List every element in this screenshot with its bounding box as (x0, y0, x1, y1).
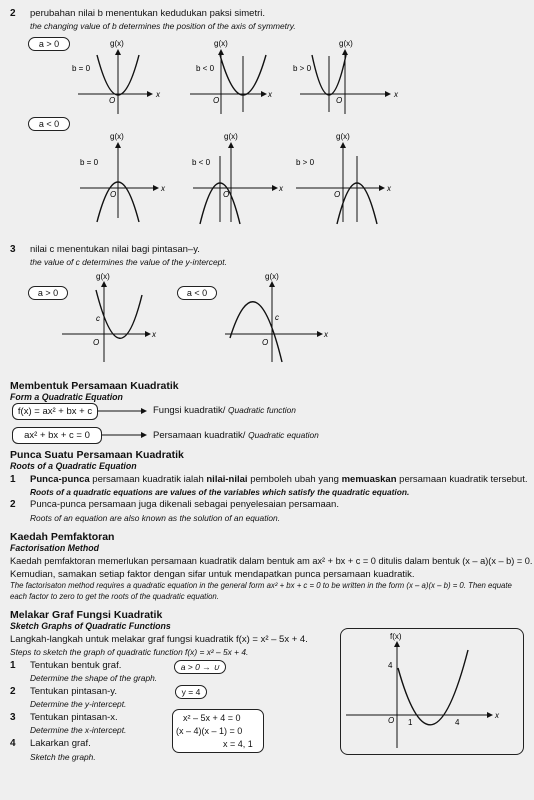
roots-p1: Punca-punca persamaan kuadratik ialah nilai-nilai pemboleh ubah yang memuaskan persamaan kuadratik tersebut. (30, 474, 528, 485)
step3-en: Determine the x-intercept. (30, 725, 127, 735)
section-2-number: 2 (10, 8, 16, 19)
sketch-title: Melakar Graf Fungsi Kuadratik (10, 609, 163, 621)
step2-answer: y = 4 (175, 685, 207, 699)
a-negative-pill: a < 0 (28, 117, 70, 131)
g1-x: x (156, 90, 160, 99)
g3-gx: g(x) (339, 39, 353, 48)
g8-o: O (262, 338, 269, 347)
g6-x: x (387, 184, 391, 193)
factor-en1: The factorisaton method requires a quadratic equation in the general form ax² + bx + c = 0 to be written in the form (x – a)(x – b) = 0. Then equate (10, 581, 512, 590)
factor-en2: each factor to zero to get the roots of the quadratic equation. (10, 592, 219, 601)
graph-a-neg-b-zero (80, 143, 158, 222)
step3-ans-c: x = 4, 1 (223, 739, 253, 749)
sk-x4: 4 (455, 718, 460, 727)
g7-o: O (93, 338, 100, 347)
step3-ms: Tentukan pintasan-x. (30, 712, 118, 723)
sketch-graph-frame (340, 628, 524, 755)
graph-a-neg-b-pos (296, 143, 384, 224)
c-a-positive-pill: a > 0 (28, 286, 68, 300)
step2-n: 2 (10, 686, 16, 697)
g7-x: x (152, 330, 156, 339)
g5-o: O (223, 190, 230, 199)
step3-ans-b: (x – 4)(x – 1) = 0 (176, 726, 243, 736)
g6-gx: g(x) (336, 132, 350, 141)
g2-o: O (213, 96, 220, 105)
g6-o: O (334, 190, 341, 199)
step4-en: Sketch the graph. (30, 752, 96, 762)
g5-b: b < 0 (192, 158, 211, 167)
eq-equation-label: Persamaan kuadratik/ Quadratic equation (153, 430, 319, 441)
g2-b: b < 0 (196, 64, 215, 73)
g4-b: b = 0 (80, 158, 99, 167)
sketch-intro: Langkah-langkah untuk melakar graf fungsi kuadratik f(x) = x² – 5x + 4. (10, 634, 308, 645)
step1-answer: a > 0 → ∪ (174, 660, 226, 674)
eq-equation-box: ax² + bx + c = 0 (12, 427, 102, 444)
graph-c-a-neg (225, 282, 322, 362)
roots-title: Punca Suatu Persamaan Kuadratik (10, 449, 184, 461)
form-title: Membentuk Persamaan Kuadratik (10, 380, 179, 392)
g2-x: x (268, 90, 272, 99)
sketch-intro-en: Steps to sketch the graph of quadratic function f(x) = x² – 5x + 4. (10, 647, 249, 657)
step3-answer-box (172, 709, 264, 753)
roots-n2: 2 (10, 499, 16, 510)
g1-o: O (109, 96, 116, 105)
graph-a-pos-b-neg (190, 50, 266, 114)
step1-n: 1 (10, 660, 16, 671)
section-3-text: nilai c menentukan nilai bagi pintasan–y. (30, 244, 200, 255)
section-3-text-en: the value of c determines the value of the y-intercept. (30, 257, 227, 267)
eq-function-box: f(x) = ax² + bx + c (12, 403, 98, 420)
step1-en: Determine the shape of the graph. (30, 673, 158, 683)
g8-x: x (324, 330, 328, 339)
section-3-number: 3 (10, 244, 16, 255)
step3-n: 3 (10, 712, 16, 723)
section-2-text: perubahan nilai b menentukan kedudukan paksi simetri. (30, 8, 266, 19)
g5-gx: g(x) (224, 132, 238, 141)
roots-p2-en: Roots of an equation are also known as the solution of an equation. (30, 513, 281, 523)
graph-a-pos-b-pos (300, 50, 390, 114)
sk-y4: 4 (388, 661, 393, 670)
g3-x: x (394, 90, 398, 99)
section-2-text-en: the changing value of b determines the position of the axis of symmetry. (30, 21, 296, 31)
g7-gx: g(x) (96, 272, 110, 281)
factor-p1: Kaedah pemfaktoran memerlukan persamaan kuadratik dalam bentuk am ax² + bx + c = 0 ditulis dalam bentuk (x – a)(x – b) = 0. (10, 556, 533, 566)
factor-title-en: Factorisation Method (10, 543, 99, 553)
g5-x: x (279, 184, 283, 193)
g4-x: x (161, 184, 165, 193)
sk-o: O (388, 716, 395, 725)
g3-o: O (336, 96, 343, 105)
graph-a-neg-b-neg (193, 143, 277, 224)
step1-ms: Tentukan bentuk graf. (30, 660, 122, 671)
sketch-title-en: Sketch Graphs of Quadratic Functions (10, 621, 171, 631)
sk-fx: f(x) (390, 632, 402, 641)
graph-c-a-pos (62, 282, 150, 362)
g8-gx: g(x) (265, 272, 279, 281)
g1-gx: g(x) (110, 39, 124, 48)
step2-en: Determine the y-intercept. (30, 699, 127, 709)
eq-function-label: Fungsi kuadratik/ Quadratic function (153, 405, 296, 416)
factor-title: Kaedah Pemfaktoran (10, 531, 115, 543)
g4-gx: g(x) (110, 132, 124, 141)
c-a-negative-pill: a < 0 (177, 286, 217, 300)
form-title-en: Form a Quadratic Equation (10, 392, 123, 402)
g3-b: b > 0 (293, 64, 312, 73)
step4-n: 4 (10, 738, 16, 749)
roots-p1-en: Roots of a quadratic equations are values of the variables which satisfy the quadratic equation. (30, 487, 410, 497)
a-positive-pill: a > 0 (28, 37, 70, 51)
g7-c: c (96, 314, 100, 323)
roots-n1: 1 (10, 474, 16, 485)
g4-o: O (110, 190, 117, 199)
g1-b: b = 0 (72, 64, 91, 73)
g6-b: b > 0 (296, 158, 315, 167)
sk-x: x (495, 711, 499, 720)
roots-p2: Punca-punca persamaan juga dikenali sebagai penyelesaian persamaan. (30, 499, 339, 510)
factor-p2: Kemudian, samakan setiap faktor dengan sifar untuk mendapatkan punca persamaan kuadratik. (10, 569, 415, 580)
sk-x1: 1 (408, 718, 413, 727)
step4-ms: Lakarkan graf. (30, 738, 91, 749)
step3-ans-a: x² – 5x + 4 = 0 (183, 713, 241, 723)
roots-title-en: Roots of a Quadratic Equation (10, 461, 137, 471)
step2-ms: Tentukan pintasan-y. (30, 686, 117, 697)
g2-gx: g(x) (214, 39, 228, 48)
g8-c: c (275, 313, 279, 322)
